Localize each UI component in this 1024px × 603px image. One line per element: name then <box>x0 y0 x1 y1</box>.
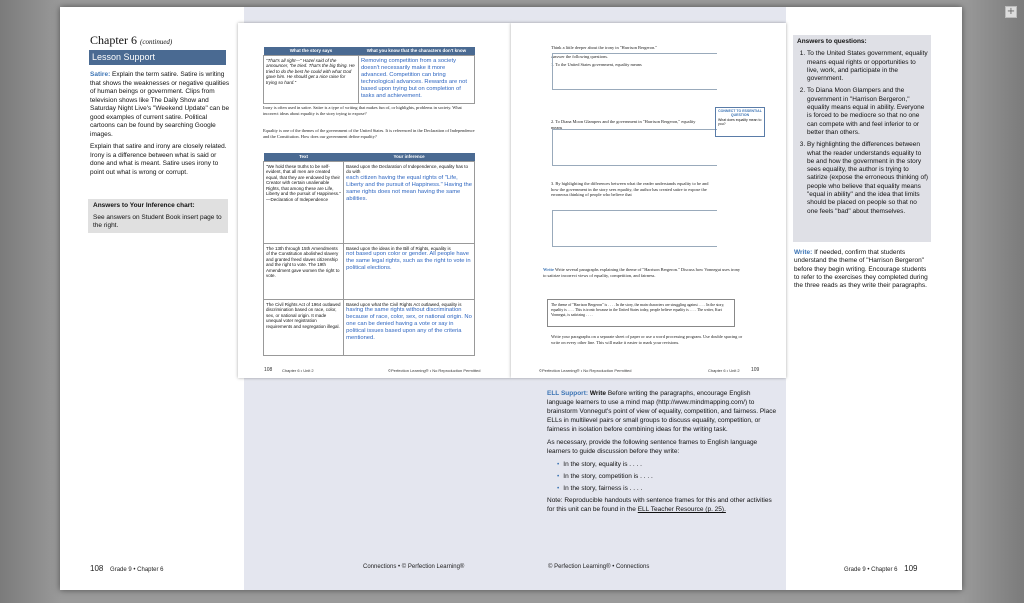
ell-resource-link[interactable]: ELL Teacher Resource (p. 25). <box>637 506 726 513</box>
grade-chapter-right: Grade 9 • Chapter 6 <box>844 567 898 573</box>
table1-quote: "That's all right—" Hazel said of the announcer, "he tried. That's the big thing. He tried to do the best he could with what God gave him. He should get a nice raise for trying so hard." <box>266 57 355 85</box>
student-copyright-right: ©Perfection Learning® • No Reproduction Permitted <box>539 368 632 373</box>
page-number-108: 108 <box>90 564 104 573</box>
sentence-frame-item: • In the story, competition is . . . . <box>557 472 777 481</box>
table-row <box>264 299 475 355</box>
write-instruction: Write several paragraphs explaining the theme of "Harrison Bergeron." Discuss how Vonnegut uses irony to satirize incorrect views of equality, competition, and fairness. <box>543 267 741 278</box>
chapter-suffix: (continued) <box>140 38 173 46</box>
connect-text: What does equality mean to you? <box>718 117 762 126</box>
ell-paragraph-1: Before writing the paragraphs, encourage English language learners to use a mind map (http://www.mindmapping.com/) to brainstorm Vonnegut's point of view of equality, competition, and fairness. Place ELLs in multilevel pairs or small groups to discuss equality, competition, or fairness in isolation before combining ideas for the writing task. <box>547 390 777 433</box>
ell-note: Note: Reproducible handouts with sentence frames for this and other activities for this unit can be found in the <box>547 497 772 513</box>
student-page-number-108: 108 <box>264 367 273 373</box>
ell-label-write: Write <box>589 390 606 397</box>
answer-item: 3. By highlighting the differences between what the reader understands equality to be and how the government in the story sees equality, the author is trying to satirize (expose the erroneous thinking of) people who believe that equality means "equal in ability" and the idea that limits should be placed on people so that no one feels "bad" about themselves. <box>807 141 929 216</box>
row-answer: having the same rights without discrimination because of race, color, sex, or national origin. No one can be denied having a vote or say in political issues based upon any of the criteria mentioned. <box>346 307 472 341</box>
question-2: 2. To Diana Moon Glampers and the government in "Harrison Bergeron," equality means <box>551 119 696 130</box>
table2-header-2: Your inference <box>344 153 475 161</box>
student-unit-left: Chapter 6 • Unit 2 <box>282 368 314 373</box>
row-text: The 13th through 15th Amendments of the Constitution abolished slavery and granted freed slaves citizenship and the right to vote. The 19th Amendment gave women the right to vote. <box>264 243 344 299</box>
table1-header-1: What the story says <box>264 47 359 55</box>
row-text: "We hold these truths to be self-evident, that all men are created equal, that they are endowed by their Creator with certain unalienable Rights, that among these are Life, Liberty and the pursuit of Happiness." —Declaration of Independence <box>264 161 344 243</box>
questions-instruction: Answer the following questions. <box>551 54 609 59</box>
inference-table <box>263 153 475 356</box>
satire-term: Satire: <box>90 71 111 78</box>
equality-paragraph: Equality is one of the themes of the government of the United States. It is referenced in the Declaration of Independence and the Constitution. How does our government define equality? <box>263 128 475 139</box>
sentence-frame-item: • In the story, equality is . . . . <box>557 460 777 469</box>
footer-center-left: Connections • © Perfection Learning® <box>363 564 465 570</box>
table1-answer: Removing competition from a society doesn't necessarily make it more advanced. Competition can bring technological advances. Rewards are not based upon trying but on completion of tasks and achievement. <box>358 55 474 103</box>
page-number-109: 109 <box>904 564 918 573</box>
question-3: 3. By highlighting the differences between what the reader understands equality to be and how the government in the story sees equality, the author has created satire to expose the erroneous thinking of people who believe that <box>551 181 709 197</box>
ell-paragraph-2: As necessary, provide the following sentence frames to English language learners to guide discussion before they write: <box>547 439 758 455</box>
student-copyright-left: ©Perfection Learning® • No Reproduction Permitted <box>388 368 481 373</box>
row-lead: Based upon the ideas in the Bill of Rights, equality is <box>346 245 451 251</box>
irony-intro: Think a little deeper about the irony in "Harrison Bergeron." <box>551 45 658 50</box>
answers-title: Answers to questions: <box>797 38 867 45</box>
row-answer: not based upon color or gender. All people have the same legal rights, such as the right to vote in political elections. <box>346 251 471 271</box>
table-row <box>264 161 475 243</box>
row-lead: Based upon the Declaration of Independence, equality has to do with <box>346 163 469 174</box>
table-row <box>264 243 475 299</box>
footer-center-right: © Perfection Learning® • Connections <box>548 564 650 570</box>
footer-right <box>844 564 918 573</box>
row-answer: each citizen having the equal rights of "Life, Liberty and the pursuit of Happiness." Having the same rights does not mean having the same abilities. <box>346 174 472 202</box>
grade-chapter-left: Grade 9 • Chapter 6 <box>110 567 164 573</box>
chapter-heading <box>90 33 172 48</box>
inference-answers-box <box>88 199 228 233</box>
connect-title: CONNECT TO ESSENTIAL QUESTION <box>718 109 762 118</box>
student-page-108 <box>238 23 511 378</box>
footer-left <box>90 564 164 573</box>
inference-title: Answers to Your Inference chart: <box>93 202 195 209</box>
student-unit-right: Chapter 6 • Unit 2 <box>708 368 740 373</box>
write-note-text: If needed, confirm that students understand the theme of "Harrison Bergeron" before they begin writing. Encourage students to refer to the exercises they completed during the three reads as they write their paragraphs. <box>794 249 928 290</box>
inference-text: See answers on Student Book insert page to the right. <box>93 214 222 229</box>
expand-button[interactable]: + <box>1006 6 1016 17</box>
row-lead: Based upon what the Civil Rights Act outlawed, equality is <box>346 301 462 307</box>
answer-box-1[interactable] <box>552 53 717 90</box>
write-label: Write <box>543 267 554 272</box>
satire-paragraph: Irony is often used in satire. Satire is a type of writing that makes fun of, or highlights, problems in society. What incorrect ideas about equality is the story trying to expose? <box>263 105 462 116</box>
sentence-frame-item: • In the story, fairness is . . . . <box>557 484 777 493</box>
connect-essential-question <box>715 107 765 137</box>
chapter-title: Chapter 6 <box>90 33 137 47</box>
answer-item: 1. To the United States government, equality means equal rights or opportunities to live, work, and participate in the government. <box>807 50 929 83</box>
irony-table <box>263 47 475 104</box>
answer-box-2[interactable] <box>552 129 717 166</box>
table2-header-1: Text <box>264 153 344 161</box>
write-note-label: Write: <box>794 249 813 256</box>
write-support-note <box>794 249 932 290</box>
question-1: 1. To the United States government, equality means <box>551 62 642 67</box>
write-sentence-frame: The theme of "Harrison Bergeron" is . . . . In the story, the main characters are struggling against . . . . In the story, equality is . . . . This is ironic because in the United States today, people believe equality is . . . . The writer, Kurt Vonnegut, is satirizing . . . . <box>547 299 735 327</box>
table1-header-2: What you know that the characters don't know <box>358 47 474 55</box>
lesson-support-banner: Lesson Support <box>89 50 226 65</box>
satire-text: Explain the term satire. Satire is writing that shows the weaknesses or negative qualities of human beings or government. Clips from television shows like The Daily Show and Saturday Night Live's "Weekend Update" can be good examples of current satire. Political cartoons can be found by searching Google images. <box>90 71 230 138</box>
row-text: The Civil Rights Act of 1964 outlawed discrimination based on race, color, sex, or national origin. It made unequal voter registration requirements and segregation illegal. <box>264 299 344 355</box>
ell-support <box>547 389 777 518</box>
answer-item: 2. To Diana Moon Glampers and the government in "Harrison Bergeron," equality means equal in ability. Everyone is forced to be mediocre so that no one can compete with and feel inferior to or better than others. <box>807 87 929 137</box>
answers-to-questions <box>797 38 929 220</box>
write-outro: Write your paragraphs on a separate sheet of paper or use a word processing program. Use double spacing or write on every other line. This will make it easier to mark your revisions. <box>551 334 743 345</box>
ell-label: ELL Support: <box>547 390 589 397</box>
irony-text: Explain that satire and irony are closely related. Irony is a difference between what is said or done and what is meant. Satire uses irony to point out what is wrong or corrupt. <box>90 143 227 176</box>
student-page-number-109: 109 <box>751 367 760 373</box>
lesson-support-text <box>90 71 230 181</box>
answer-box-3[interactable] <box>552 210 717 247</box>
